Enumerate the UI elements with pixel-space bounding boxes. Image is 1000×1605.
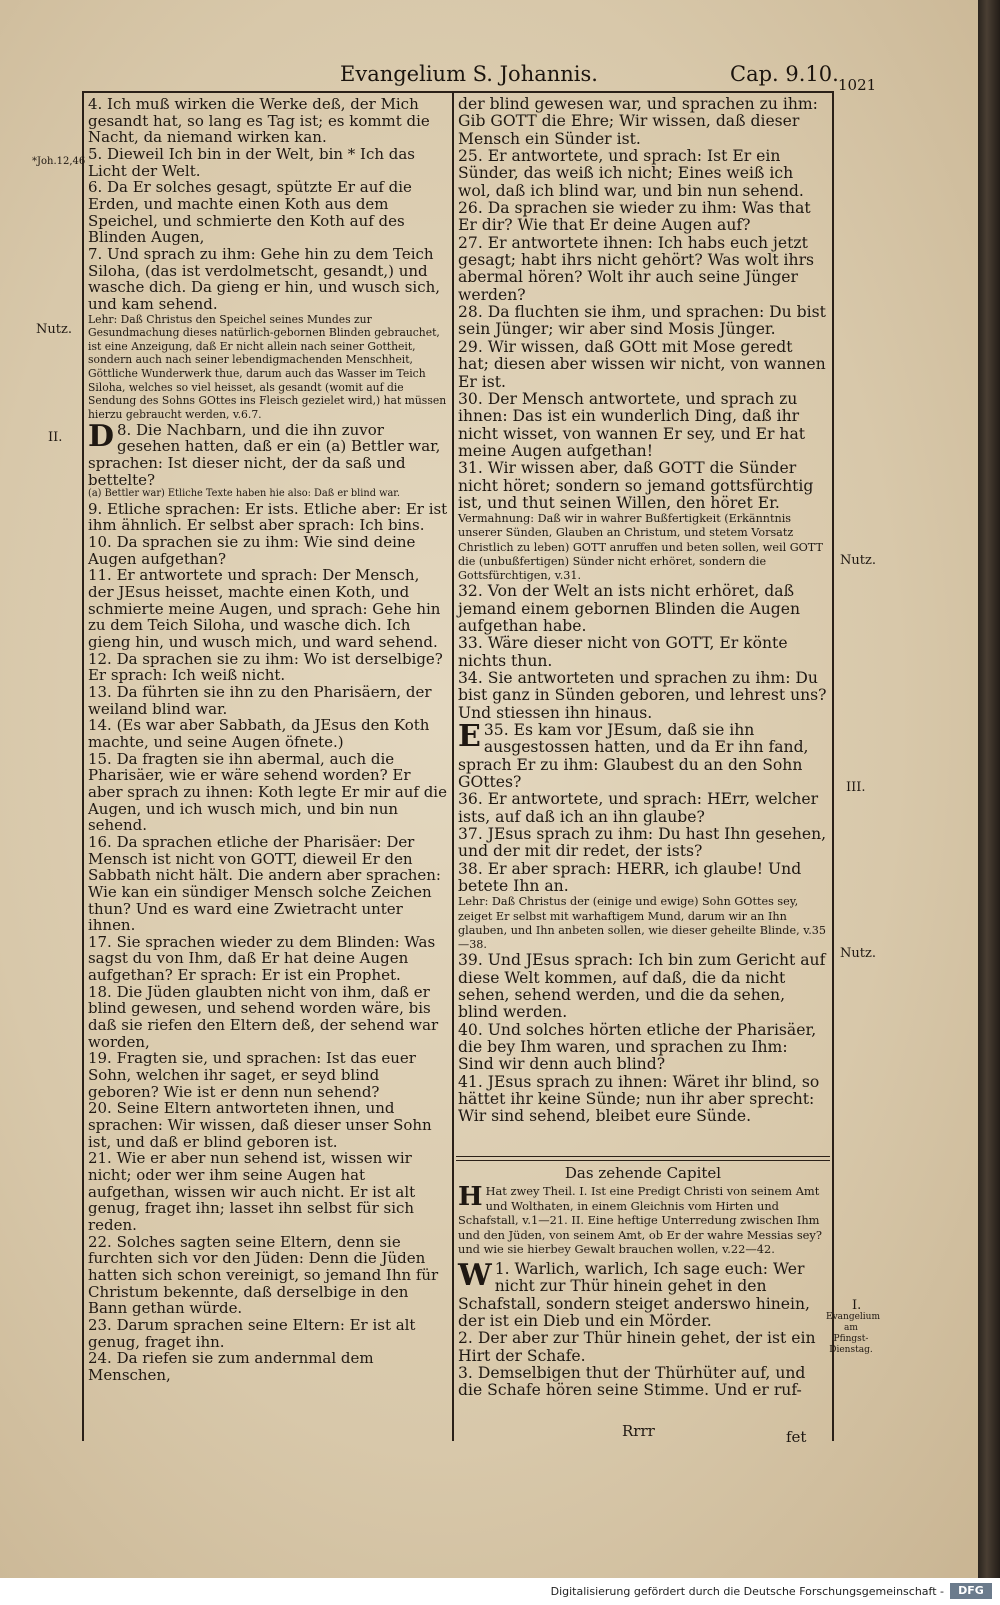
margin-nutz-2: Nutz. <box>840 553 876 568</box>
verse-text: 20. Seine Eltern antworteten ihnen, und sprachen: Wir wissen, daß dieser unser Sohn ist, und daß er blind geboren ist. <box>88 1099 432 1151</box>
verse-text: (a) Bettler war) Etliche Texte haben hie also: Daß er blind war. <box>88 488 400 500</box>
verse <box>458 826 828 861</box>
verse <box>88 501 448 534</box>
verse-text: 28. Da fluchten sie ihm, und sprachen: Du bist sein Jünger; wir aber sind Mosis Jünger. <box>458 303 826 339</box>
verse <box>458 635 828 670</box>
margin-nutz-3: Nutz. <box>840 946 876 961</box>
verse <box>88 534 448 567</box>
verse-text: 11. Er antwortete und sprach: Der Mensch, der JEsus heisset, machte einen Koth, und schmierte meine Augen, und sprach: Gehe hin zu dem Teich Siloha, und wasche dich. Ich gieng hin, und wusch mich, und ward sehend. <box>88 566 441 652</box>
footer-bar <box>0 1578 1000 1605</box>
verse <box>88 1150 448 1233</box>
verse-text: 38. Er aber sprach: HERR, ich glaube! Und betete Ihn an. <box>458 859 802 896</box>
verse-text: 9. Etliche sprachen: Er ists. Etliche aber: Er ist ihm ähnlich. Er selbst aber sprach: Ich bins. <box>88 499 448 535</box>
commentary-note <box>88 313 448 422</box>
verse-text: 13. Da führten sie ihn zu den Pharisäern, der weiland blind war. <box>88 682 432 718</box>
commentary-note <box>458 512 828 583</box>
dropcap: W <box>458 1257 492 1293</box>
verse <box>458 583 828 635</box>
margin-nutz-1: Nutz. <box>36 322 72 337</box>
verse <box>458 719 828 792</box>
verse-text: 25. Er antwortete, und sprach: Ist Er ein Sünder, das weiß ich nicht; Eines weiß ich wol, daß ich blind war, und bin nun sehend. <box>458 147 804 200</box>
verse <box>88 179 448 246</box>
chapter-ten <box>458 1164 828 1400</box>
verse-text: 39. Und JEsus sprach: Ich bin zum Gericht auf diese Welt kommen, auf daß, die da nicht sehen, sehend werden, und die da sehen, blind werden. <box>458 951 826 1022</box>
summary-dropcap: H <box>458 1182 483 1212</box>
verse-text: 21. Wie er aber nun sehend ist, wissen wir nicht; oder wer ihm seine Augen hat aufgethan, wissen wir auch nicht. Er ist alt genug, fraget ihn; lasset ihn selbst für sich reden. <box>88 1149 416 1234</box>
verse-text: 24. Da riefen sie zum andernmal dem Menschen, <box>88 1349 374 1384</box>
verse-text: 31. Wir wissen aber, daß GOTT die Sünder nicht höret; sondern so jemand gottsfürchtig ist, und thut seinen Willen, den höret Er. <box>458 459 814 512</box>
verse-text: 33. Wäre dieser nicht von GOTT, Er könte nichts thun. <box>458 634 788 670</box>
catchword: fet <box>786 1428 807 1446</box>
verse <box>458 670 828 722</box>
verse-text: 30. Der Mensch antwortete, und sprach zu ihnen: Das ist ein wunderlich Ding, daß ihr nicht wisset, von wannen Er sey, und Er hat meine Augen aufgethan! <box>458 389 806 460</box>
verse-text: 10. Da sprachen sie zu ihm: Wie sind deine Augen aufgethan? <box>88 533 416 568</box>
margin-cross-reference: *Joh.12,46 <box>32 156 86 167</box>
dropcap: E <box>458 719 481 755</box>
verse <box>88 1350 448 1383</box>
verse-text: 14. (Es war aber Sabbath, da JEsus den Koth machte, und seine Augen öfnete.) <box>88 716 430 751</box>
summary-text: Hat zwey Theil. I. Ist eine Predigt Christi von seinem Amt und Wolthaten, in einem Gleichnis vom Hirten und Schafstall, v.1—21. II. Eine heftige Unterredung zwischen Ihm und den Jüden, von seinem Amt, ob Er der wahre Messias sey? und wie sie hierbey Gewalt brauchen wollen, v.22—42. <box>458 1184 822 1257</box>
verse-text: Lehr: Daß Christus den Speichel seines Mundes zur Gesundmachung dieses natürlich-gebornen Blinden gebrauchet, ist eine Anzeigung, daß Er nicht allein nach seiner Gottheit, sondern auch nach seiner lebendigmachenden Menschheit, Göttliche Wunderwerk thue, darum auch das Wasser im Teich Siloha, welches so viel heisset, als gesandt (womit auf die Sendung des Sohns GOttes ins Fleisch gezielet wird,) hat müssen hierzu gebraucht werden, v.6.7. <box>88 312 447 422</box>
verse <box>458 1330 828 1365</box>
verse-text: 29. Wir wissen, daß GOtt mit Mose geredt hat; diesen aber wissen wir nicht, von wannen Er ist. <box>458 337 826 391</box>
verse <box>458 460 828 512</box>
verse <box>458 861 828 896</box>
verse-text: 36. Er antwortete, und sprach: HErr, welcher ists, auf daß ich an ihn glaube? <box>458 790 819 826</box>
dropcap: D <box>88 418 115 454</box>
verse <box>458 235 828 304</box>
verse <box>458 391 828 460</box>
verse <box>88 567 448 650</box>
verse-text: 4. Ich muß wirken die Werke deß, der Mich gesandt hat, so lang es Tag ist; es kommt die Nacht, da niemand wirken kan. <box>88 95 430 147</box>
verse-text: 40. Und solches hörten etliche der Pharisäer, die bey Ihm waren, und sprachen zu Ihm: Sind wir denn auch blind? <box>458 1020 817 1074</box>
margin-evangelium-label: Evangelium am Pfingst-Dienstag. <box>826 1312 880 1355</box>
book-binding <box>978 0 1000 1578</box>
verse <box>88 1317 448 1350</box>
verse-text: 2. Der aber zur Thür hinein gehet, der ist ein Hirt der Schafe. <box>458 1329 816 1365</box>
right-frame-rule <box>832 91 834 1441</box>
verse <box>458 200 828 235</box>
verse-text: 16. Da sprachen etliche der Pharisäer: Der Mensch ist nicht von GOTT, dieweil Er den Sabbath nicht hält. Die andern aber sprachen: Wie kan ein sündiger Mensch solche Zeichen thun? Und es ward eine Zwietracht unter ihnen. <box>88 832 441 935</box>
verse <box>458 1022 828 1074</box>
verse <box>458 952 828 1021</box>
verse <box>88 834 448 934</box>
verse-text: 35. Es kam vor JEsum, daß sie ihn ausgestossen hatten, und da Er ihn fand, sprach Er zu ihm: Glaubest du an den Sohn GOttes? <box>458 721 809 792</box>
verse-text: Vermahnung: Daß wir in wahrer Bußfertigkeit (Erkänntnis unserer Sünden, Glauben an Christum, und stetem Vorsatz Christlich zu leben) GOTT anruffen und beten sollen, weil GOTT die (unbußfertigen) Sünder nicht erhöret, sondern die Gottsfürchtigen, v.31. <box>458 512 823 583</box>
verse <box>458 1074 828 1126</box>
verse-text: 37. JEsus sprach zu ihm: Du hast Ihn gesehen, und der mit dir redet, der ists? <box>458 825 827 861</box>
verse <box>88 684 448 717</box>
verse-text: 34. Sie antworteten und sprachen zu ihm: Du bist ganz in Sünden geboren, und lehrest uns? Und stiessen ihn hinaus. <box>458 668 827 722</box>
header-rule <box>82 91 834 93</box>
verse-text: 7. Und sprach zu ihm: Gehe hin zu dem Teich Siloha, (das ist verdolmetscht, gesandt,) und wasche dich. Da gieng er hin, und wusch sich, und kam sehend. <box>88 244 441 313</box>
verse <box>458 304 828 339</box>
verse <box>88 984 448 1051</box>
verse-text: Lehr: Daß Christus der (einige und ewige) Sohn GOttes sey, zeiget Er selbst mit warhaftigem Mund, darum wir an Ihn glauben, und Ihn anbeten sollen, wie dieser geheilte Blinde, v.35—38. <box>458 895 826 952</box>
verse-text: 5. Dieweil Ich bin in der Welt, bin * Ich das Licht der Welt. <box>88 144 415 180</box>
verse-text: 12. Da sprachen sie zu ihm: Wo ist derselbige? Er sprach: Ich weiß nicht. <box>88 649 443 685</box>
verse <box>88 418 448 489</box>
verse <box>458 148 828 200</box>
verse-text: 15. Da fragten sie ihn abermal, auch die Pharisäer, wie er wäre sehend worden? Er aber sprach zu ihnen: Koth legte Er mir auf die Augen, und ich wusch mich, und bin nun sehend. <box>88 749 447 835</box>
page-number: 1021 <box>838 76 877 94</box>
chapter-summary <box>458 1184 828 1257</box>
verse <box>458 96 828 148</box>
verse <box>88 1234 448 1317</box>
verse <box>458 339 828 391</box>
verse-text: 23. Darum sprachen seine Eltern: Er ist alt genug, fraget ihn. <box>88 1315 416 1351</box>
left-column <box>88 96 448 1384</box>
verse-text: der blind gewesen war, und sprachen zu ihm: Gib GOTT die Ehre; Wir wissen, daß dieser Mensch ein Sünder ist. <box>458 95 818 148</box>
verse-text: 8. Die Nachbarn, und die ihn zuvor gesehen hatten, daß er ein (a) Bettler war, sprachen: Ist dieser nicht, der da saß und bettelte? <box>88 420 441 489</box>
verse-text: 19. Fragten sie, und sprachen: Ist das euer Sohn, welchen ihr saget, er seyd blind geboren? Wie ist er denn nun sehend? <box>88 1049 416 1101</box>
verse-text: 6. Da Er solches gesagt, spützte Er auf die Erden, und machte einen Koth aus dem Speichel, und schmierte den Koth auf des Blinden Augen, <box>88 178 412 247</box>
right-column <box>458 96 828 1126</box>
verse-text: 27. Er antwortete ihnen: Ich habs euch jetzt gesagt; habt ihrs nicht gehört? Was wolt ihrs abermal hören? Wolt ihr auch seine Jünger werden? <box>458 233 815 304</box>
running-title: Evangelium S. Johannis. <box>340 62 598 86</box>
verse-text: 41. JEsus sprach zu ihnen: Wäret ihr blind, so hättet ihr keine Sünde; nun ihr aber sprecht: Wir sind sehend, bleibet eure Sünde. <box>458 1072 820 1126</box>
verse <box>88 934 448 984</box>
verse <box>88 1100 448 1150</box>
verse-text: 1. Warlich, warlich, Ich sage euch: Wer nicht zur Thür hinein gehet in den Schafstall, sondern steiget anderswo hinein, der ist ein Dieb und ein Mörder. <box>458 1259 810 1330</box>
verse <box>88 751 448 834</box>
verse-text: 3. Demselbigen thut der Thürhüter auf, und die Schafe hören seine Stimme. Und er ruf- <box>458 1364 806 1400</box>
verse <box>88 1050 448 1100</box>
verse <box>88 146 448 179</box>
margin-evangelium-num: I. <box>852 1298 862 1313</box>
verse <box>88 651 448 684</box>
signature-mark: Rrrr <box>622 1422 655 1440</box>
margin-section-ii: II. <box>48 430 63 445</box>
verse <box>458 791 828 826</box>
verse-text: 32. Von der Welt an ists nicht erhöret, daß jemand einem gebornen Blinden die Augen aufgethan habe. <box>458 582 801 635</box>
verse <box>458 1257 828 1330</box>
column-divider <box>452 91 454 1441</box>
dfg-logo: DFG <box>950 1583 992 1599</box>
commentary-note <box>458 895 828 952</box>
verse-text: 26. Da sprachen sie wieder zu ihm: Was that Er dir? Wie that Er deine Augen auf? <box>458 199 811 235</box>
left-frame-rule <box>82 91 84 1441</box>
chapter-heading: Das zehende Capitel <box>564 1164 722 1182</box>
verse <box>88 246 448 313</box>
verse-text: 18. Die Jüden glaubten nicht von ihm, daß er blind gewesen, und sehend worden wäre, bis daß sie riefen den Eltern deß, der sehend war worden, <box>88 982 439 1051</box>
verse-text: 22. Solches sagten seine Eltern, denn sie furchten sich vor den Jüden: Denn die Jüden hatten sich schon vereinigt, so jemand Ihn für Christum bekennte, daß derselbige in den Bann gethan würde. <box>88 1232 439 1318</box>
chapter-label: Cap. 9.10. <box>730 62 839 86</box>
verse <box>88 717 448 750</box>
verse-text: 17. Sie sprachen wieder zu dem Blinden: Was sagst du von Ihm, daß Er hat deine Augen aufgethan? Er sprach: Er ist ein Prophet. <box>88 932 436 985</box>
chapter-ten-verses <box>458 1257 828 1400</box>
verse <box>88 96 448 146</box>
chapter-rule-top <box>456 1156 830 1157</box>
margin-section-iii: III. <box>846 780 866 795</box>
chapter-rule-bottom <box>456 1160 830 1161</box>
verse <box>458 1365 828 1400</box>
footer-text: Digitalisierung gefördert durch die Deutsche Forschungsgemeinschaft - <box>550 1585 944 1598</box>
